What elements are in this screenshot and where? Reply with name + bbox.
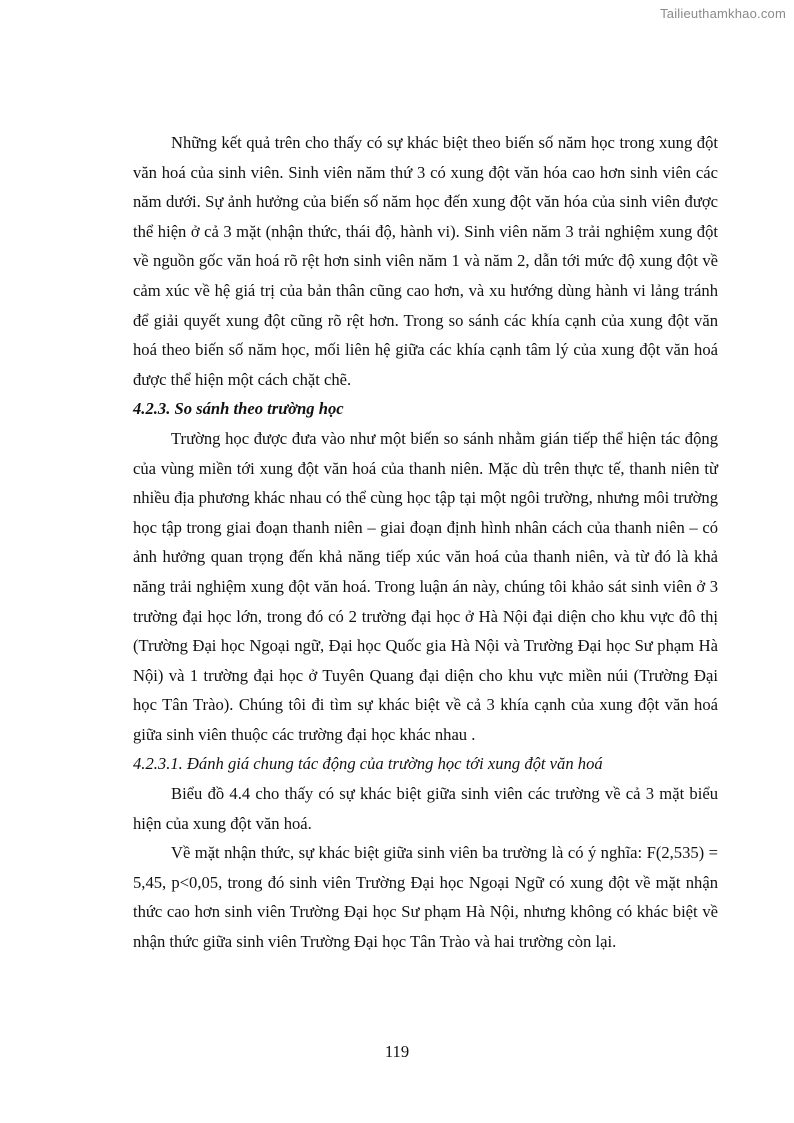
paragraph-cognitive-difference: Về mặt nhận thức, sự khác biệt giữa sinh viên ba trường là có ý nghĩa: F(2,535) = 5,45, p<0,05, trong đó sinh viên Trường Đại học Ngoại Ngữ có xung đột về mặt nhận thức cao hơn sinh viên Trường Đại học Sư phạm Hà Nội, nhưng không có khác biệt về nhận thức giữa sinh viên Trường Đại học Tân Trào và hai trường còn lại. [133,843,718,952]
paragraph-school-comparison-intro: Trường học được đưa vào như một biến so sánh nhằm gián tiếp thể hiện tác động của vùng miền tới xung đột văn hoá của thanh niên. Mặc dù trên thực tế, thanh niên từ nhiều địa phương khác nhau có thể cùng học tập tại một ngôi trường, nhưng môi trường học tập trong giai đoạn thanh niên – giai đoạn định hình nhân cách của thanh niên – có ảnh hưởng quan trọng đến khả năng tiếp xúc văn hoá của thanh niên, và từ đó là khả năng trải nghiệm xung đột văn hoá. Trong luận án này, chúng tôi khảo sát sinh viên ở 3 trường đại học lớn, trong đó có 2 trường đại học ở Hà Nội đại diện cho khu vực đô thị (Trường Đại học Ngoại ngữ, Đại học Quốc gia Hà Nội và Trường Đại học Sư phạm Hà Nội) và 1 trường đại học ở Tuyên Quang đại diện cho khu vực miền núi (Trường Đại học Tân Trào). Chúng tôi đi tìm sự khác biệt về cả 3 khía cạnh của xung đột văn hoá giữa sinh viên thuộc các trường đại học khác nhau . [133,428,718,744]
page-number: 119 [384,1042,410,1061]
paragraph-chart-4-4-note: Biểu đồ 4.4 cho thấy có sự khác biệt giữa sinh viên các trường về cả 3 mặt biểu hiện của xung đột văn hoá. [133,784,718,833]
watermark: Tailieuthamkhao.com [660,6,786,21]
document-body [133,128,718,957]
subsection-heading-4-2-3-1: 4.2.3.1. Đánh giá chung tác động của trường học tới xung đột văn hoá [133,754,603,774]
paragraph-year-comparison-summary: Những kết quả trên cho thấy có sự khác biệt theo biến số năm học trong xung đột văn hoá của sinh viên. Sinh viên năm thứ 3 có xung đột văn hóa cao hơn sinh viên các năm dưới. Sự ảnh hưởng của biến số năm học đến xung đột văn hóa của sinh viên được thể hiện ở cả 3 mặt (nhận thức, thái độ, hành vi). Sinh viên năm 3 trải nghiệm xung đột về nguồn gốc văn hoá rõ rệt hơn sinh viên năm 1 và năm 2, dẫn tới mức độ xung đột về cảm xúc về hệ giá trị của bản thân cũng cao hơn, và xu hướng dùng hành vi lảng tránh để giải quyết xung đột cũng rõ rệt hơn. Trong so sánh các khía cạnh của xung đột văn hoá theo biến số năm học, mối liên hệ giữa các khía cạnh tâm lý của xung đột văn hoá được thể hiện một cách chặt chẽ. [133,133,718,389]
section-heading-4-2-3: 4.2.3. So sánh theo trường học [133,399,344,419]
